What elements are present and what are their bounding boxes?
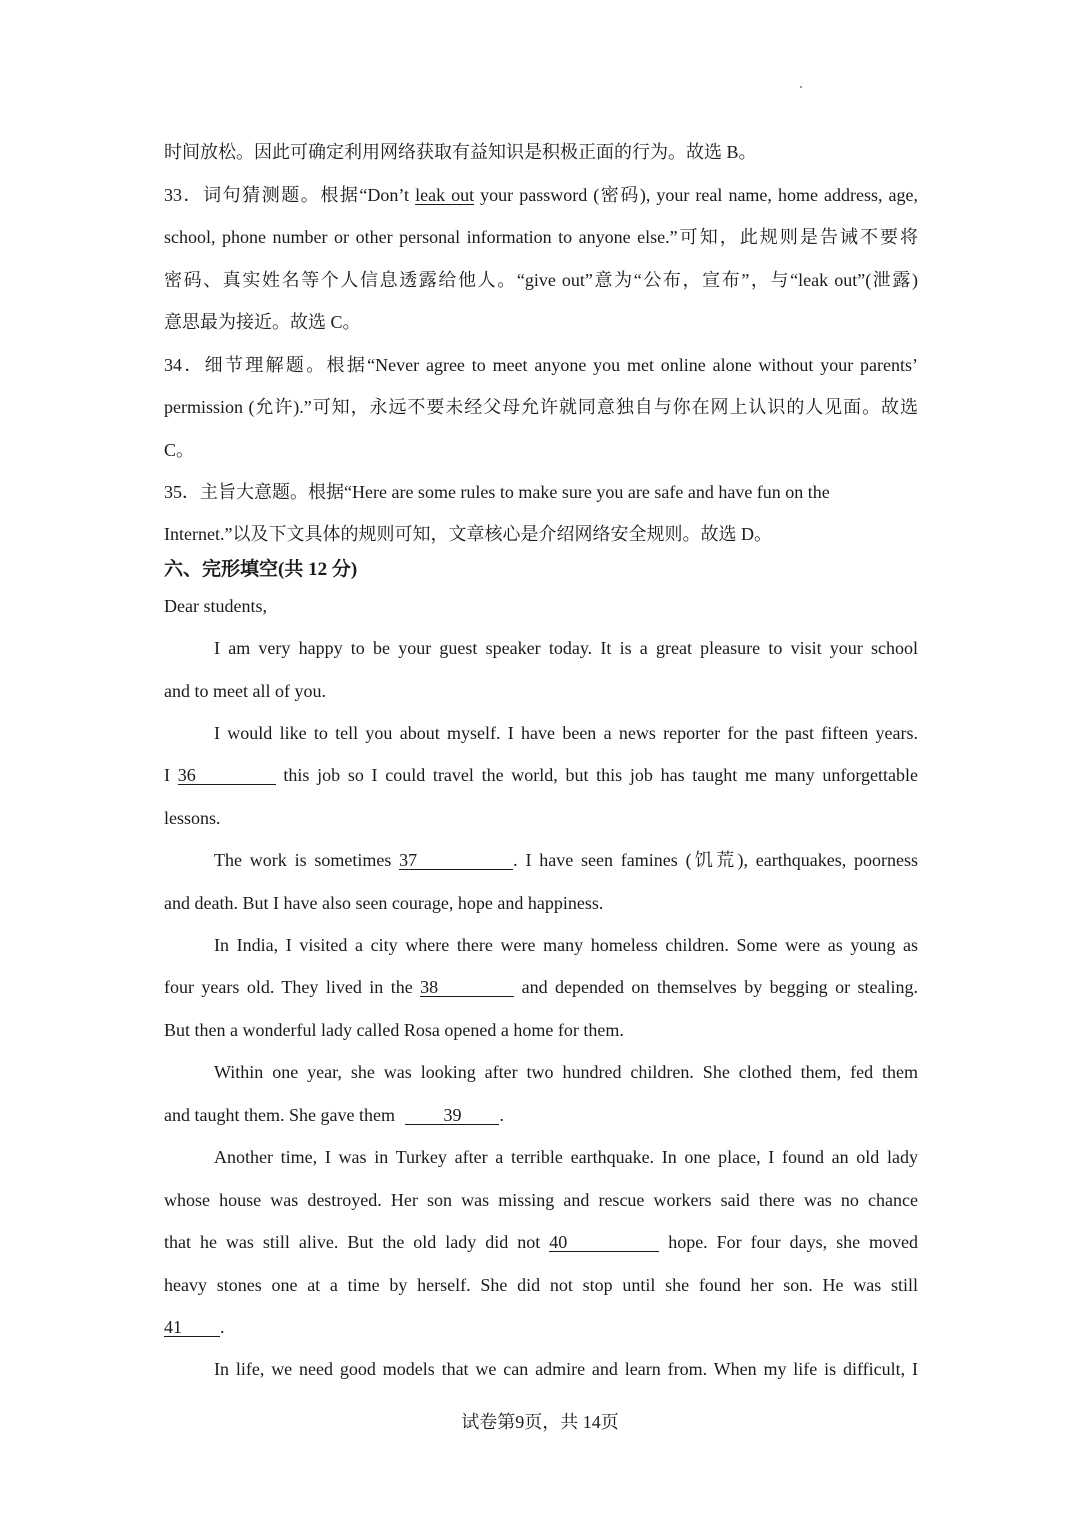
paragraph-4-line-3: But then a wonderful lady called Rosa opened a home for them.	[164, 1020, 624, 1040]
answer-34-line-3: C。	[164, 440, 195, 460]
underlined-phrase: leak out	[415, 185, 475, 205]
paragraph-1-line-2: and to meet all of you.	[164, 681, 326, 701]
text: .	[499, 1105, 504, 1125]
answer-33-line-3: 密码、真实姓名等个人信息透露给他人。“give out”意为“公布，宣布”，与“leak out”(泄露)	[164, 270, 918, 290]
paragraph-5-line-2	[164, 1103, 918, 1127]
paragraph-6-line-1: Another time, I was in Turkey after a terrible earthquake. In one place, I found an old lady	[214, 1147, 918, 1167]
paragraph-5-line-1: Within one year, she was looking after two hundred children. She clothed them, fed them	[214, 1062, 918, 1082]
paragraph-3-line-2: and death. But I have also seen courage, hope and happiness.	[164, 893, 604, 913]
section-heading: 六、完形填空(共 12 分)	[164, 559, 358, 580]
paragraph-6-line-4: heavy stones one at a time by herself. She did not stop until she found her son. He was still	[164, 1275, 918, 1295]
paragraph-4-line-1: In India, I visited a city where there were many homeless children. Some were as young as	[214, 935, 918, 955]
text: this job so I could travel the world, but this job has taught me many unforgettable	[283, 765, 918, 785]
blank-38[interactable]: 38	[420, 978, 514, 997]
answer-35-line-2: Internet.”以及下文具体的规则可知，文章核心是介绍网络安全规则。故选 D。	[164, 524, 772, 544]
text: . I have seen famines (饥荒), earthquakes, poorness	[513, 850, 919, 870]
paragraph-6-line-5	[164, 1315, 918, 1339]
text: and depended on themselves by begging or stealing.	[521, 977, 919, 997]
paragraph-6-line-2: whose house was destroyed. Her son was missing and rescue workers said there was no chance	[164, 1190, 918, 1210]
paragraph-7-line-1: In life, we need good models that we can admire and learn from. When my life is difficult, I	[214, 1359, 918, 1379]
answer-32-tail: 时间放松。因此可确定利用网络获取有益知识是积极正面的行为。故选 B。	[164, 142, 757, 162]
greeting: Dear students,	[164, 596, 267, 616]
text: hope. For four days, she moved	[668, 1232, 919, 1252]
blank-37[interactable]: 37	[399, 851, 513, 870]
paragraph-3-line-1	[214, 848, 918, 872]
blank-39[interactable]: 39	[405, 1106, 499, 1125]
blank-36[interactable]: 36	[178, 766, 276, 785]
text: four years old. They lived in the	[164, 977, 413, 997]
page-footer: 试卷第9页，共 14页	[461, 1412, 619, 1432]
answer-33-text: 33．词句猜测题。根据“Don’t	[164, 185, 416, 205]
text: and taught them. She gave them	[164, 1105, 395, 1125]
paragraph-2-line-1: I would like to tell you about myself. I have been a news reporter for the past fifteen years.	[214, 723, 918, 743]
answer-33-line-2: school, phone number or other personal information to anyone else.”可知，此规则是告诫不要将	[164, 227, 918, 247]
text: The work is sometimes	[214, 850, 392, 870]
answer-34-line-2: permission (允许).”可知，永远不要未经父母允许就同意独自与你在网上认识的人见面。故选	[164, 397, 918, 417]
blank-41[interactable]: 41	[164, 1318, 220, 1337]
paragraph-1-line-1: I am very happy to be your guest speaker today. It is a great pleasure to visit your school	[214, 638, 918, 658]
answer-33-line-1	[164, 183, 918, 207]
answer-33-text: your password (密码), your real name, home address, age,	[474, 185, 918, 205]
paragraph-6-line-3	[164, 1230, 918, 1254]
answer-34-line-1: 34．细节理解题。根据“Never agree to meet anyone you met online alone without your parents’	[164, 355, 918, 375]
paragraph-2-line-2	[164, 763, 918, 787]
answer-33-line-4: 意思最为接近。故选 C。	[164, 312, 361, 332]
text: .	[220, 1317, 225, 1337]
answer-35-line-1: 35．主旨大意题。根据“Here are some rules to make sure you are safe and have fun on the	[164, 482, 830, 502]
paragraph-2-line-3: lessons.	[164, 808, 221, 828]
text: I	[164, 765, 170, 785]
blank-40[interactable]: 40	[549, 1233, 659, 1252]
paragraph-4-line-2	[164, 975, 918, 999]
scan-mark	[800, 86, 802, 88]
text: that he was still alive. But the old lady did not	[164, 1232, 541, 1252]
